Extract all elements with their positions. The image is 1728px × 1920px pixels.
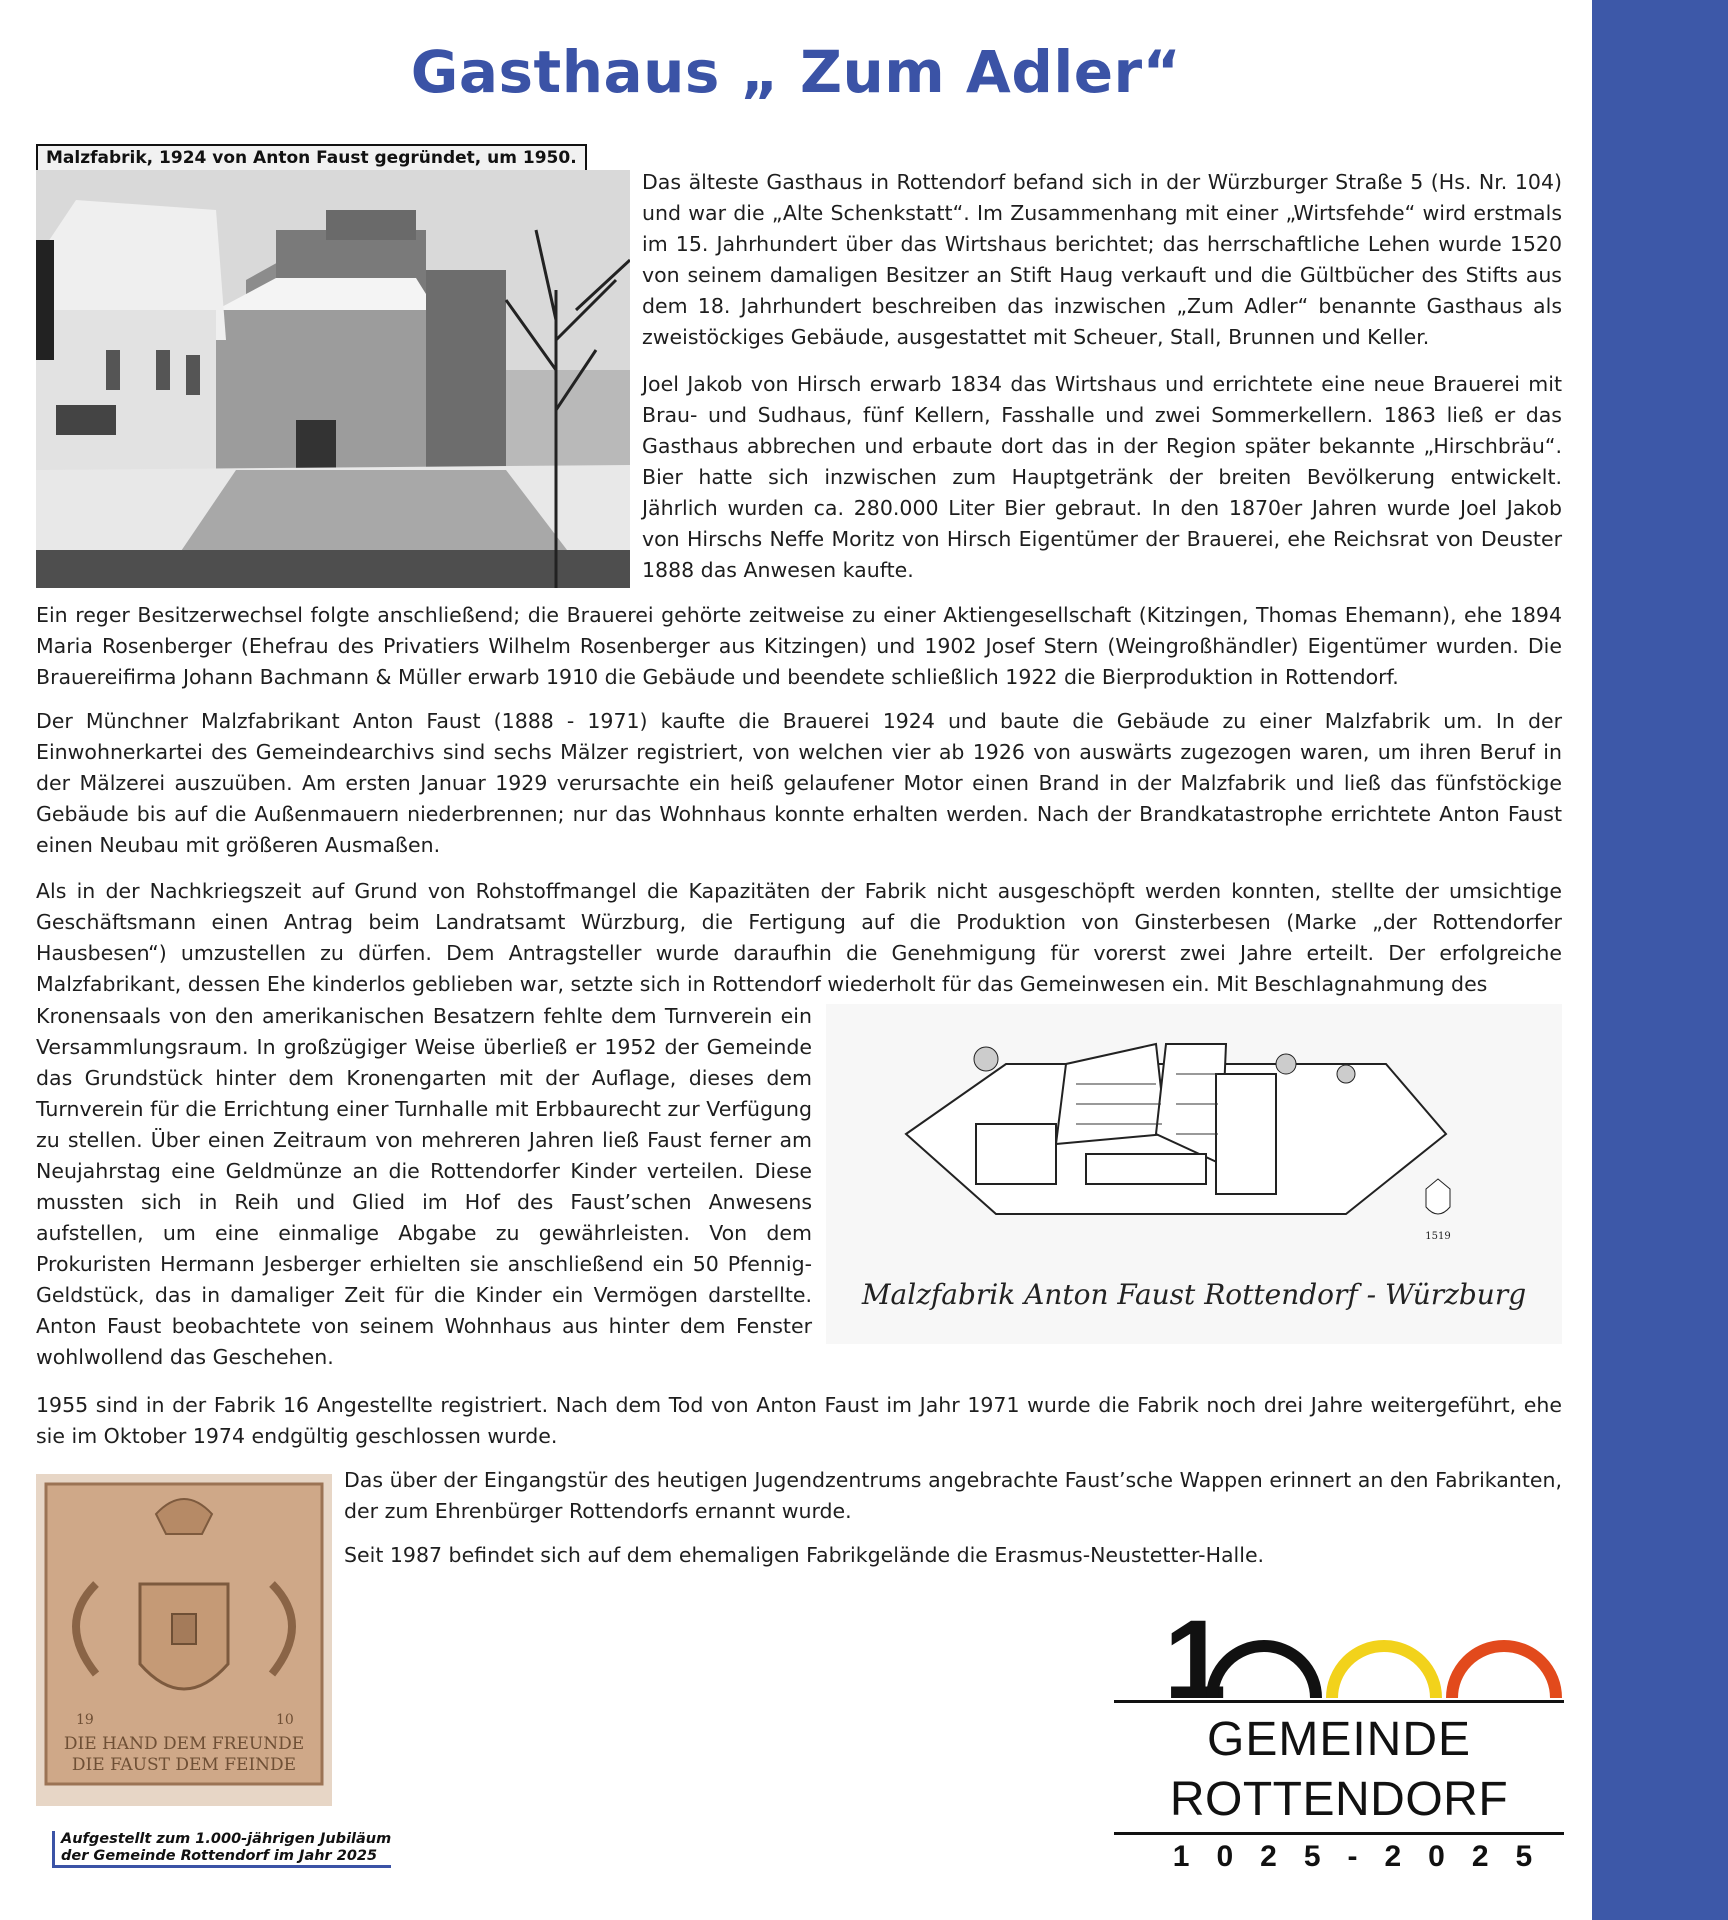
paragraph-3: Ein reger Besitzerwechsel folgte anschließend; die Brauerei gehörte zeitweise zu einer Aktiengesellschaft (Kitzingen, Thomas Ehemann), ehe 1894 Maria Rosenberger (Ehefrau des Privatiers Wilhelm Rosenberger aus Kitzingen) und 1902 Josef Stern (Weingroßhändler) Eigentümer wurden. Die Brauereifirma Johann Bachmann & Müller erwarb 1910 die Gebäude und beendete schließlich 1922 die Bierproduktion in Rottendorf. [36, 603, 1562, 689]
page-title: Gasthaus „ Zum Adler“ [410, 38, 1182, 106]
anniversary-logo [1114, 1600, 1564, 1880]
bottom-caption-line-2: der Gemeinde Rottendorf im Jahr 2025 [61, 1848, 378, 1864]
paragraph-7: 1955 sind in der Fabrik 16 Angestellte registriert. Nach dem Tod von Anton Faust im Jahr 1971 wurde die Fabrik noch drei Jahre weitergeführt, ehe sie im Oktober 1974 endgültig geschlossen wurde. [36, 1393, 1562, 1448]
drawing-caption: Malzfabrik Anton Faust Rottendorf - Würzburg [861, 1278, 1527, 1311]
drawing-year: 1519 [1425, 1231, 1451, 1242]
coat-year-right: 10 [276, 1712, 294, 1728]
logo-ring-black [1212, 1646, 1316, 1698]
photo-caption: Malzfabrik, 1924 von Anton Faust gegründet, um 1950. [36, 144, 587, 172]
logo-top-rule [1114, 1700, 1564, 1703]
bottom-caption-line-1: Aufgestellt zum 1.000-jährigen Jubiläum [61, 1831, 392, 1847]
paragraph-1: Das älteste Gasthaus in Rottendorf befand sich in der Würzburger Straße 5 (Hs. Nr. 104) und war die „Alte Schenkstatt“. Im Zusammenhang mit einer „Wirtsfehde“ wird erstmals im 15. Jahrhundert über das Wirtshaus berichtet; das herrschaftliche Lehen wurde 1520 von seinem damaligen Besitzer an Stift Haug verkauft und die Gültbücher des Stifts aus dem 18. Jahrhundert beschreiben das inzwischen „Zum Adler“ benannte Gasthaus als zweistöckiges Gebäude, ausgestattet mit Scheuer, Stall, Brunnen und Keller. [642, 170, 1562, 349]
right-sidebar-band [1592, 0, 1728, 1920]
paragraph-6: Kronensaals von den amerikanischen Besatzern fehlte dem Turnverein ein Versammlungsraum. In großzügiger Weise überließ er 1952 der Gemeinde das Grundstück hinter dem Kronengarten mit der Auflage, dieses dem Turnverein für die Errichtung einer Turnhalle mit Erbbaurecht zur Verfügung zu stellen. Über einen Zeitraum von mehreren Jahren ließ Faust ferner am Neujahrstag eine Geldmünze an die Rottendorfer Kinder verteilen. Diese mussten sich in Reih und Glied im Hof des Faust’schen Anwesens aufstellen, um eine einmalige Abgabe zu gewährleisten. Von dem Prokuristen Hermann Jesberger erhielten sie anschließend ein 50 Pfennig-Geldstück, das in damaliger Zeit für die Kinder ein Vermögen darstellte. Anton Faust beobachtete von seinem Wohnhaus aus hinter dem Fenster wohlwollend das Geschehen. [36, 1004, 812, 1369]
coat-inscription-1: DIE HAND DEM FREUNDE [63, 1734, 305, 1754]
logo-ring-red [1452, 1646, 1556, 1698]
factory-drawing [826, 1004, 1562, 1344]
logo-gemeinde: GEMEINDE [1206, 1713, 1472, 1766]
logo-digit-one: 1 [1164, 1600, 1227, 1700]
paragraph-5: Als in der Nachkriegszeit auf Grund von Rohstoffmangel die Kapazitäten der Fabrik nicht ausgeschöpft werden konnten, stellte der umsichtige Geschäftsmann einen Antrag beim Landratsamt Würzburg, die Fertigung auf die Produktion von Ginsterbesen (Marke „der Rottendorfer Hausbesen“) umzustellen zu dürfen. Dem Antragsteller wurde daraufhin die Genehmigung für vorerst zwei Jahre erteilt. Der erfolgreiche Malzfabrikant, dessen Ehe kinderlos geblieben war, setzte sich in Rottendorf wiederholt für das Gemeinwesen ein. Mit Beschlagnahmung des [36, 879, 1562, 996]
coat-year-left: 19 [76, 1712, 94, 1728]
paragraph-2: Joel Jakob von Hirsch erwarb 1834 das Wirtshaus und errichtete eine neue Brauerei mit Brau- und Sudhaus, fünf Kellern, Fasshalle und zwei Sommerkellern. 1863 ließ er das Gasthaus abbrechen und erbaute dort das in der Region später bekannte „Hirschbräu“. Bier hatte sich inzwischen zum Hauptgetränk der breiten Bevölkerung entwickelt. Jährlich wurden ca. 280.000 Liter Bier gebraut. In den 1870er Jahren wurde Joel Jakob von Hirschs Neffe Moritz von Hirsch Eigentümer der Brauerei, ehe Reichsrat von Deuster 1888 das Anwesen kaufte. [642, 372, 1562, 582]
malt-factory-photo [36, 170, 630, 588]
logo-rottendorf: ROTTENDORF [1169, 1773, 1509, 1826]
paragraph-4: Der Münchner Malzfabrikant Anton Faust (1888 - 1971) kaufte die Brauerei 1924 und baute die Gebäude zu einer Malzfabrik um. In der Einwohnerkartei des Gemeindearchivs sind sechs Mälzer registriert, von welchen vier ab 1926 von auswärts zugezogen waren, um ihren Beruf in der Mälzerei auszuüben. Am ersten Januar 1929 verursachte ein heiß gelaufener Motor einen Brand in der Malzfabrik und ließ das fünfstöckige Gebäude bis auf die Außenmauern niederbrennen; nur das Wohnhaus konnte erhalten werden. Nach der Brandkatastrophe errichtete Anton Faust einen Neubau mit größeren Ausmaßen. [36, 709, 1562, 857]
bottom-caption [52, 1831, 391, 1868]
logo-ring-yellow [1332, 1646, 1436, 1698]
paragraph-9: Seit 1987 befindet sich auf dem ehemaligen Fabrikgelände die Erasmus-Neustetter-Halle. [344, 1543, 1265, 1567]
logo-bottom-rule [1114, 1832, 1564, 1835]
logo-years: 1025-2025 [1172, 1840, 1560, 1873]
coat-of-arms-photo [36, 1474, 332, 1806]
paragraph-8: Das über der Eingangstür des heutigen Jugendzentrums angebrachte Faust’sche Wappen erinnert an den Fabrikanten, der zum Ehrenbürger Rottendorfs ernannt wurde. [344, 1468, 1562, 1523]
coat-inscription-2: DIE FAUST DEM FEINDE [71, 1755, 297, 1775]
